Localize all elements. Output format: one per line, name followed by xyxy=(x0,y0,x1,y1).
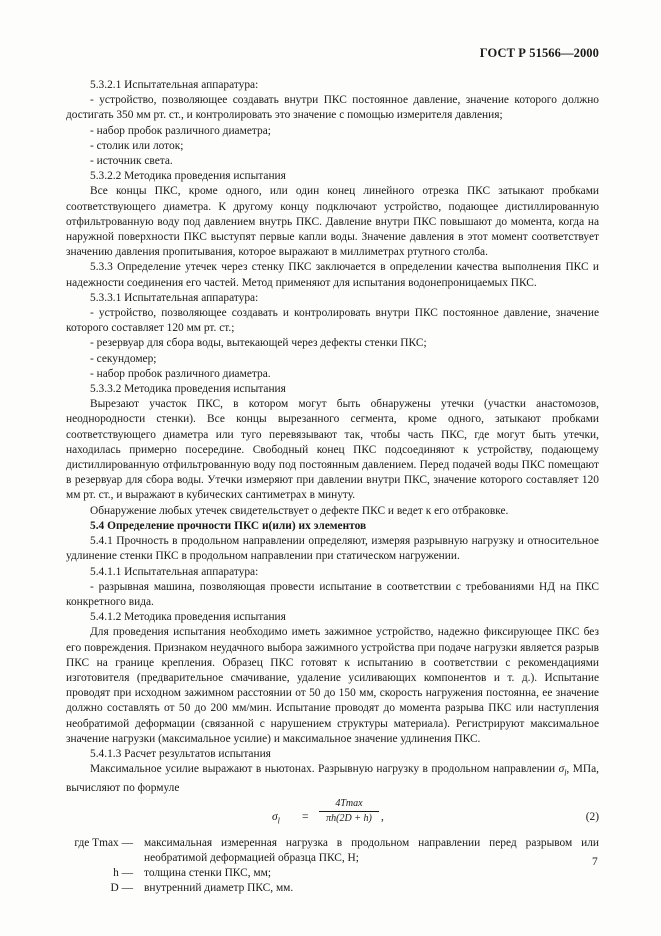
page-number: 7 xyxy=(592,856,598,868)
paragraph: 5.4.1.3 Расчет результатов испытания xyxy=(90,747,271,760)
formula-number: (2) xyxy=(585,810,599,823)
formula-intro-rest: , МПа, вычисляют по формуле xyxy=(66,763,599,794)
paragraph: Обнаружение любых утечек свидетельствует о дефекте ПКС и ведет к его отбраковке. xyxy=(90,504,509,517)
paragraph: - устройство, позволяющее создавать и контролировать внутри ПКС постоянное давление, значение которого составляет 120 мм рт. ст.; xyxy=(66,307,599,335)
sigma-subscript: l xyxy=(564,768,567,778)
paragraph: Все концы ПКС, кроме одного, или один конец линейного отрезка ПКС затыкают пробками соответствующего диаметра. К другому концу подключают устройство, подающее дистиллированную отфильтрованную воду под давлением внутрь ПКС. Давление внутри ПКС повышают до момента, когда на наружной поверхности ПКС выступят первые капли воды. Значение давления в этот момент соответствует значению давления пропитывания, которое выражают в миллиметрах ртутного столба. xyxy=(66,185,599,259)
definition-symbol: где Tmax — xyxy=(74,836,133,849)
paragraph: 5.3.3.1 Испытательная аппаратура: xyxy=(90,291,259,304)
formula-2 xyxy=(66,798,599,836)
paragraph: - секундомер; xyxy=(90,352,157,365)
paragraph: 5.3.2.1 Испытательная аппаратура: xyxy=(90,79,259,91)
paragraph-formula-intro xyxy=(66,762,599,796)
definition-row xyxy=(66,836,599,866)
paragraph: - столик или лоток; xyxy=(90,139,184,152)
standard-header: ГОСТ Р 51566—2000 xyxy=(479,46,599,60)
formula-equals: = xyxy=(302,810,309,823)
fraction-bar xyxy=(319,811,379,812)
paragraph: - источник света. xyxy=(90,155,173,168)
paragraph: 5.3.3.2 Методика проведения испытания xyxy=(90,383,286,396)
paragraph: Для проведения испытания необходимо иметь зажимное устройство, надежно фиксирующее ПКС без его повреждения. Признаком неудачного выбора зажимного устройства при подаче нагрузки является разрыв ПКС на границе крепления. Образец ПКС готовят к испытанию в соответствии с рекомендациями изготовителя (предварительное смачивание, удаление усиливающих компонентов и т. д.). Испытание проводят при исходном зажимном расстоянии от 50 до 150 мм, скорость нагружения постоянна, ее значение должно составлять от 50 до 200 мм/мин. Испытание проводят до момента разрыва ПКС или наступления необратимой деформации (связанной с нарушением структуры материала). Регистрируют максимальное значение нагрузки (максимальное усилие) и максимальное значение удлинения ПКС. xyxy=(66,626,599,745)
definition-row xyxy=(66,881,599,896)
paragraph: 5.3.2.2 Методика проведения испытания xyxy=(90,170,286,183)
document-body xyxy=(66,78,599,897)
definition-text: толщина стенки ПКС, мм; xyxy=(144,867,271,880)
paragraph: - устройство, позволяющее создавать внутри ПКС постоянное давление, значение которого должно достигать 350 мм рт. ст., и контролировать это значение с помощью измерителя давления; xyxy=(66,94,599,122)
paragraph: - набор пробок различного диаметра; xyxy=(90,124,271,137)
paragraph: - разрывная машина, позволяющая провести испытание в соответствии с требованиями НД на ПКС конкретного вида. xyxy=(66,580,599,608)
formula-fraction xyxy=(319,798,379,825)
formula-numerator: 4Tmax xyxy=(335,797,363,809)
formula-lhs xyxy=(272,810,280,828)
sigma-symbol: σ xyxy=(558,763,565,776)
formula-denominator: πh(2D + h) xyxy=(326,812,372,824)
paragraph: - резервуар для сбора воды, вытекающей через дефекты стенки ПКС; xyxy=(90,337,427,350)
formula-comma: , xyxy=(381,810,384,823)
formula-lhs-subscript: l xyxy=(277,816,280,826)
definition-list xyxy=(66,836,599,897)
formula-intro-text: Максимальное усилие выражают в ньютонах. Разрывную нагрузку в продольном направлении xyxy=(90,763,556,776)
paragraph: 5.4 Определение прочности ПКС и(или) их элементов xyxy=(90,519,367,532)
paragraph: - набор пробок различного диаметра. xyxy=(90,367,271,380)
paragraph: 5.4.1.1 Испытательная аппаратура: xyxy=(90,565,259,578)
paragraph: Вырезают участок ПКС, в котором могут быть обнаружены утечки (участки анастомозов, неоднородности стенки). Все концы вырезанного сегмента, кроме одного, затыкают пробками соответствующего диаметра или туго перевязывают так, чтобы часть ПКС, где могут быть утечки, находилась примерно посередине. Свободный конец ПКС подсоединяют к устройству, подающему дистиллированную отфильтрованную воду под постоянным давлением. Перед подачей воды ПКС помещают в резервуар для сбора воды. Утечки измеряют при давлении внутри ПКС, значение которого составляет 120 мм рт. ст., и выражают в кубических сантиметрах в минуту. xyxy=(66,398,599,502)
paragraph-list xyxy=(66,78,599,762)
paragraph: 5.4.1.2 Методика проведения испытания xyxy=(90,611,286,624)
paragraph: 5.3.3 Определение утечек через стенку ПКС заключается в определении качества выполнения ПКС и надежности соединения его частей. Метод применяют для испытания водонепроницаемых ПКС. xyxy=(66,261,599,289)
definition-row xyxy=(66,866,599,881)
definition-symbol: D — xyxy=(110,882,133,895)
definition-text: максимальная измеренная нагрузка в продольном направлении перед разрывом или необратимой деформацией образца ПКС, Н; xyxy=(144,836,599,865)
paragraph: 5.4.1 Прочность в продольном направлении определяют, измеряя разрывную нагрузку и относительное удлинение стенки ПКС в продольном направлении при статическом нагружении. xyxy=(66,535,599,563)
formula-lhs-symbol: σ xyxy=(272,810,278,823)
definition-symbol: h — xyxy=(113,867,133,880)
definition-text: внутренний диаметр ПКС, мм. xyxy=(144,882,294,895)
